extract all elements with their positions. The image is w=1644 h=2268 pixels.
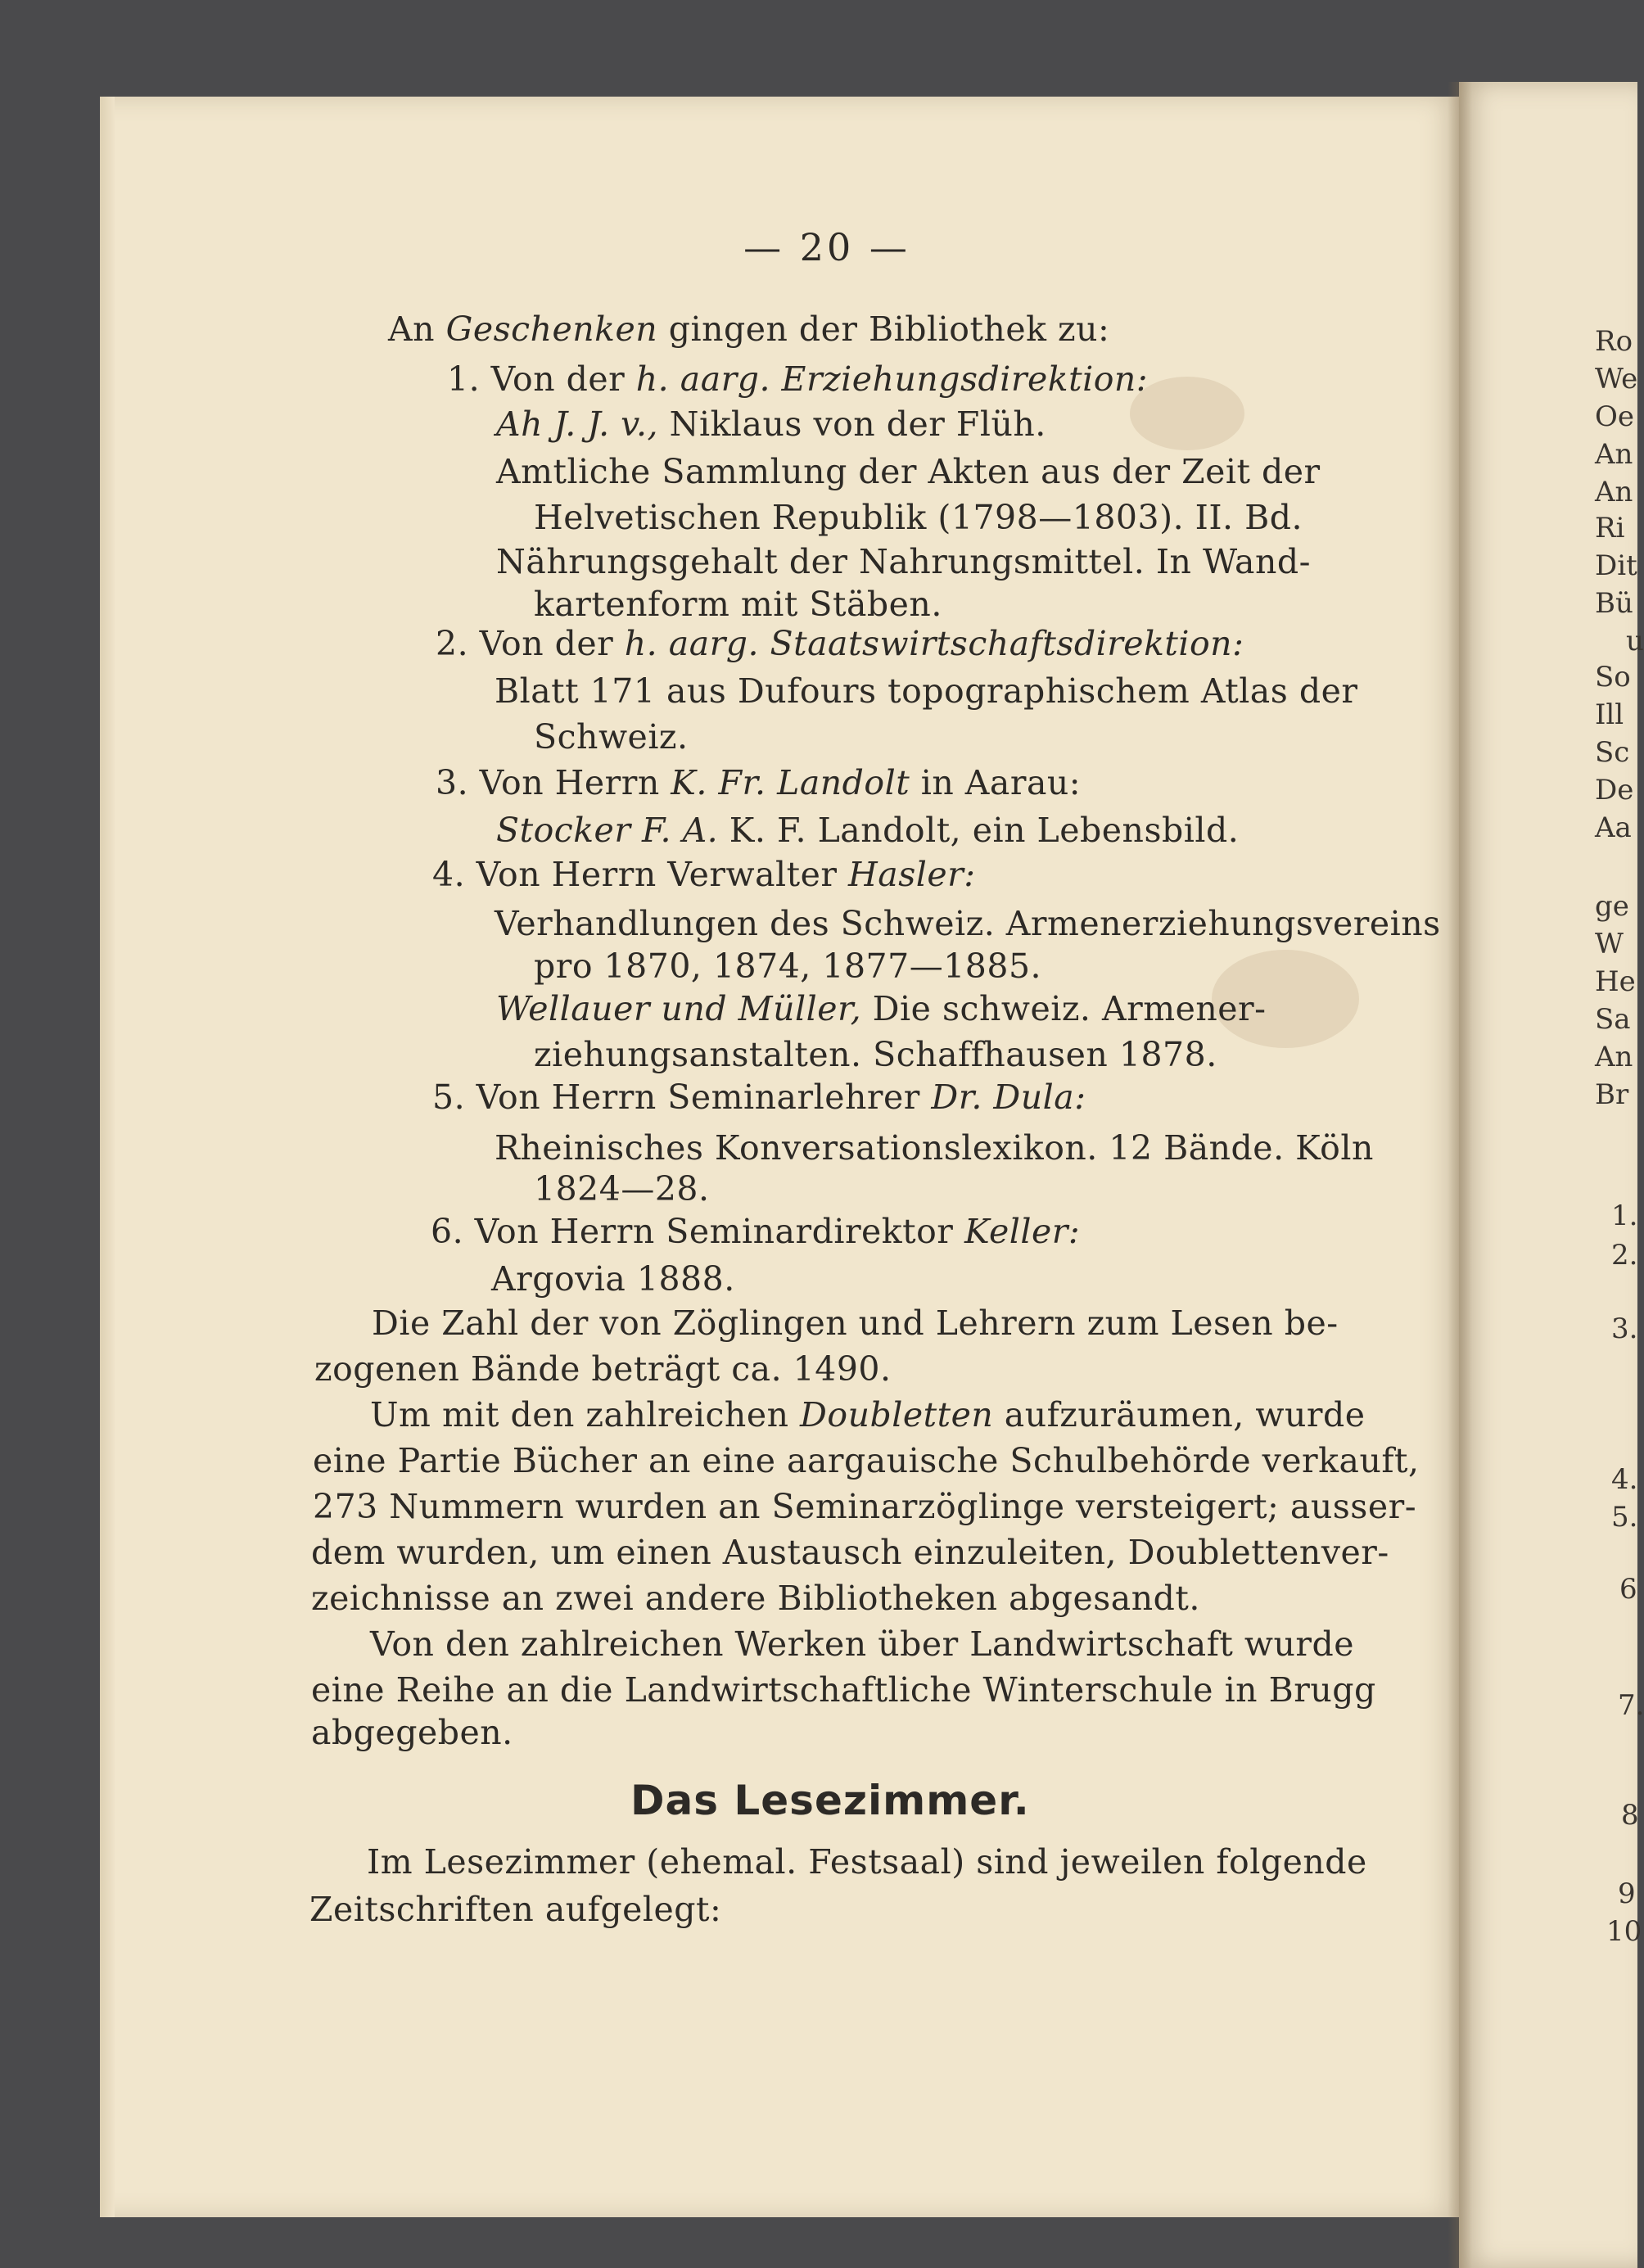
facing-page-fragment: 2. <box>1611 1239 1638 1272</box>
facing-page-fragment: Sc <box>1595 736 1630 769</box>
facing-page-fragment: Aa <box>1595 811 1632 844</box>
facing-page-fragment: 3. <box>1611 1312 1638 1345</box>
facing-page-fragment: 5. <box>1611 1501 1638 1534</box>
facing-page-fragment: An <box>1595 1041 1633 1073</box>
paragraph-line: Um mit den zahlreichen Doubletten aufzuräumen, wurde <box>370 1395 1366 1434</box>
facing-page-fragment: Dit <box>1595 549 1637 582</box>
facing-page-fragment: Ill <box>1595 698 1624 731</box>
facing-page-fragment: 9 <box>1618 1877 1636 1910</box>
facing-page-fragment: u <box>1626 625 1644 657</box>
section-heading: Das Lesezimmer. <box>630 1777 1030 1824</box>
facing-page-fragment: Oe <box>1595 400 1634 433</box>
paragraph-line: Von den zahlreichen Werken über Landwirtschaft wurde <box>370 1624 1355 1664</box>
facing-page-fragment: 4. <box>1611 1463 1638 1496</box>
page-edge <box>100 97 115 2217</box>
intro-line: An Geschenken gingen der Bibliothek zu: <box>388 309 1110 349</box>
paragraph-line: dem wurden, um einen Austausch einzuleiten, Doublettenver- <box>311 1533 1389 1572</box>
paragraph-line: Im Lesezimmer (ehemal. Festsaal) sind jeweilen folgende <box>367 1842 1367 1882</box>
paragraph-line: Zeitschriften aufgelegt: <box>309 1890 722 1929</box>
paragraph-line: eine Reihe an die Landwirtschaftliche Winterschule in Brugg <box>311 1670 1376 1710</box>
facing-page-fragment: An <box>1595 438 1633 471</box>
facing-page-fragment: Bü <box>1595 587 1633 620</box>
facing-page-fragment: Sa <box>1595 1003 1631 1036</box>
list-item-heading: 4. Von Herrn Verwalter Hasler: <box>432 855 976 894</box>
paragraph-line: Die Zahl der von Zöglingen und Lehrern zum Lesen be- <box>372 1303 1339 1343</box>
list-item-line: kartenform mit Stäben. <box>534 585 942 624</box>
paragraph-line: zogenen Bände beträgt ca. 1490. <box>314 1349 892 1389</box>
list-item-heading: 6. Von Herrn Seminardirektor Keller: <box>431 1212 1081 1251</box>
paragraph-line: abgegeben. <box>311 1713 513 1752</box>
book-gutter <box>1448 82 1472 2268</box>
list-item-line: Ah J. J. v., Niklaus von der Flüh. <box>496 404 1046 444</box>
list-item-line: 1824—28. <box>534 1169 710 1209</box>
facing-page-fragment: We <box>1595 363 1638 395</box>
page-number: — 20 — <box>743 225 910 269</box>
facing-page-fragment: 10 <box>1606 1915 1642 1948</box>
list-item-line: Wellauer und Müller, Die schweiz. Armener- <box>496 989 1267 1028</box>
paragraph-line: eine Partie Bücher an eine aargauische Schulbehörde verkauft, <box>313 1441 1420 1480</box>
list-item-heading: 3. Von Herrn K. Fr. Landolt in Aarau: <box>436 763 1082 802</box>
list-item-line: Verhandlungen des Schweiz. Armenerziehungsvereins <box>495 904 1441 943</box>
list-item-line: ziehungsanstalten. Schaffhausen 1878. <box>534 1035 1217 1074</box>
list-item-line: Amtliche Sammlung der Akten aus der Zeit der <box>496 452 1321 491</box>
list-item-heading: 2. Von der h. aarg. Staatswirtschaftsdirektion: <box>436 624 1244 663</box>
list-item-line: pro 1870, 1874, 1877—1885. <box>534 947 1042 986</box>
facing-page-fragment: W <box>1595 928 1624 960</box>
list-item-line: Rheinisches Konversationslexikon. 12 Bände. Köln <box>495 1128 1374 1168</box>
facing-page-fragment: Ro <box>1595 325 1633 358</box>
list-item-heading: 1. Von der h. aarg. Erziehungsdirektion: <box>447 359 1149 399</box>
facing-page-fragment: Ri <box>1595 512 1625 544</box>
list-item-line: Blatt 171 aus Dufours topographischem Atlas der <box>495 671 1358 711</box>
facing-page-fragment: 7. <box>1618 1689 1644 1722</box>
facing-page-fragment: He <box>1595 965 1636 998</box>
facing-page-fragment: Br <box>1595 1078 1629 1111</box>
list-item-line: Argovia 1888. <box>491 1259 735 1299</box>
facing-page-fragment: 8 <box>1621 1799 1639 1832</box>
facing-page-fragment: ge <box>1595 890 1629 923</box>
list-item-line: Schweiz. <box>534 717 689 757</box>
paragraph-line: zeichnisse an zwei andere Bibliotheken abgesandt. <box>311 1579 1200 1618</box>
facing-page-fragment: De <box>1595 774 1634 806</box>
facing-page-fragment: So <box>1595 661 1631 694</box>
list-item-heading: 5. Von Herrn Seminarlehrer Dr. Dula: <box>432 1078 1086 1117</box>
facing-page-fragment: 1. <box>1611 1200 1638 1232</box>
paragraph-line: 273 Nummern wurden an Seminarzöglinge versteigert; ausser- <box>313 1487 1417 1526</box>
facing-page-fragment: An <box>1595 476 1633 508</box>
list-item-line: Nährungsgehalt der Nahrungsmittel. In Wand- <box>496 542 1312 581</box>
list-item-line: Helvetischen Republik (1798—1803). II. Bd. <box>534 498 1303 537</box>
facing-page-fragment: 6 <box>1619 1573 1637 1606</box>
list-item-line: Stocker F. A. K. F. Landolt, ein Lebensbild. <box>496 811 1240 850</box>
